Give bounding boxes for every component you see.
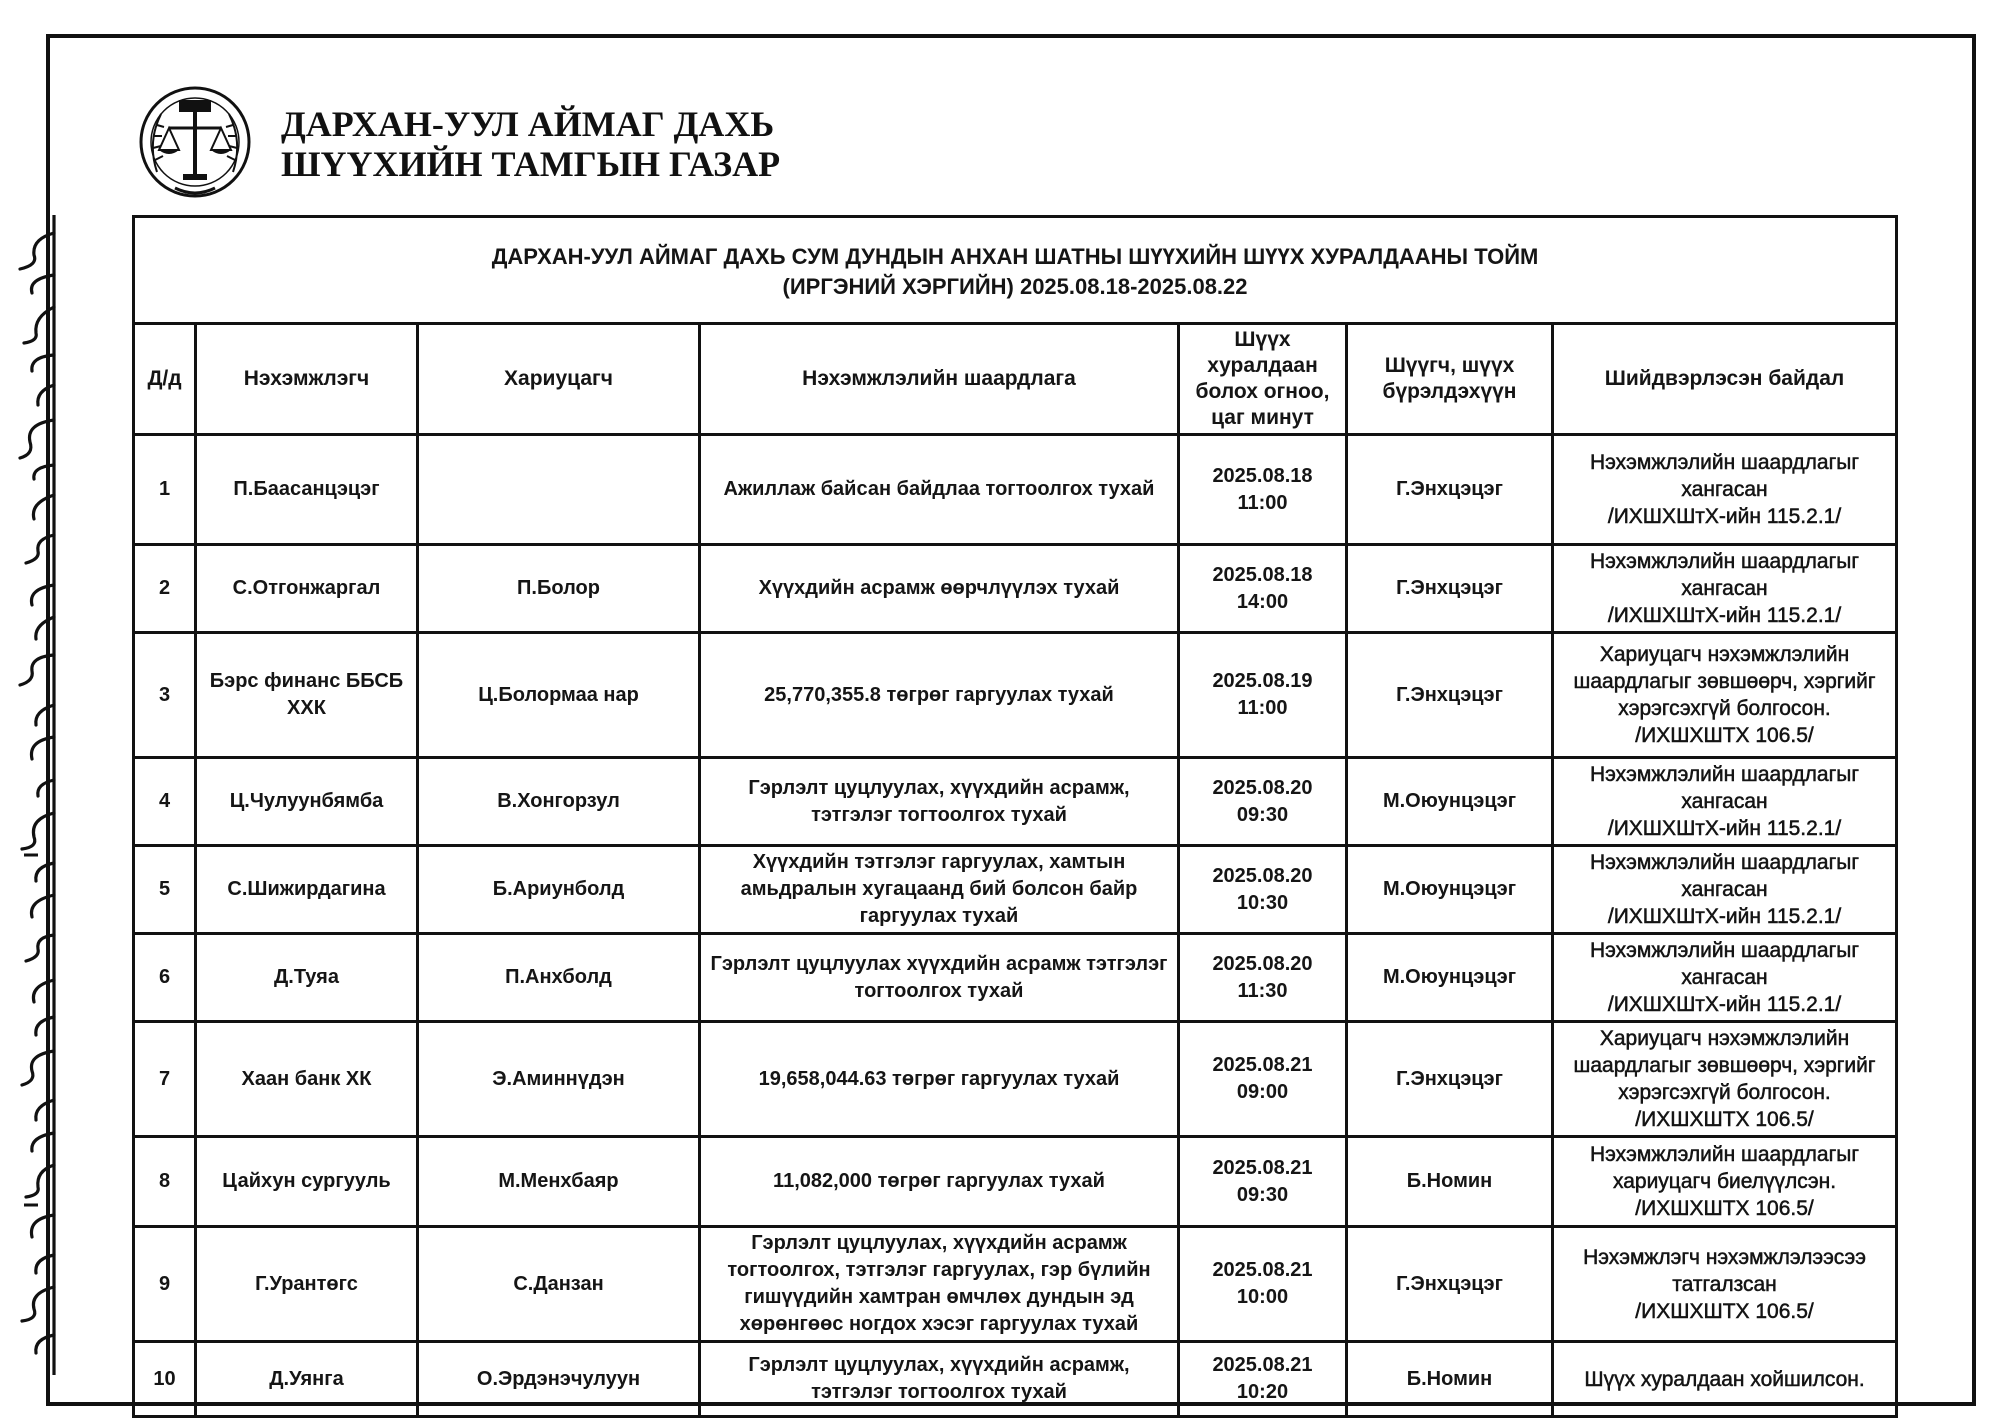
defendant-cell — [418, 435, 700, 545]
claim-cell: 11,082,000 төгрөг гаргуулах тухай — [700, 1137, 1179, 1227]
defendant-cell: П.Болор — [418, 545, 700, 633]
claim-cell: Гэрлэлт цуцлуулах, хүүхдийн асрамж тогтоолгох, тэтгэлэг гаргуулах, гэр бүлийн гишүүдийн хамтран өмчлөх дундын эд хөрөнгөөс ногдох хэсэг гаргуулах тухай — [700, 1227, 1179, 1342]
defendant-cell: Б.Ариунболд — [418, 846, 700, 934]
row-number: 10 — [134, 1342, 196, 1417]
mongolian-script-banner — [4, 215, 84, 1375]
table-row — [134, 934, 1897, 1022]
row-number: 7 — [134, 1022, 196, 1137]
hearing-datetime-cell — [1179, 934, 1347, 1022]
court-emblem-icon — [135, 80, 255, 205]
row-number: 4 — [134, 758, 196, 846]
plaintiff-cell: П.Баасанцэцэг — [196, 435, 418, 545]
hearing-date: 2025.08.20 — [1212, 952, 1313, 975]
judge-cell: Г.Энхцэцэг — [1347, 633, 1553, 758]
plaintiff-cell: Хаан банк ХК — [196, 1022, 418, 1137]
ruling-line: Хариуцагч нэхэмжлэлийн — [1599, 1027, 1850, 1050]
judge-cell: М.Оюунцэцэг — [1347, 934, 1553, 1022]
claim-cell: Гэрлэлт цуцлуулах хүүхдийн асрамж тэтгэлэг тогтоолгох тухай — [700, 934, 1179, 1022]
claim-cell: Хүүхдийн асрамж өөрчлүүлэх тухай — [700, 545, 1179, 633]
ruling-line: /ИХШХШТХ 106.5/ — [1635, 1299, 1814, 1323]
hearing-date: 2025.08.20 — [1212, 864, 1313, 887]
table-row — [134, 846, 1897, 934]
ruling-cell — [1553, 846, 1897, 934]
claim-cell: 19,658,044.63 төгрөг гаргуулах тухай — [700, 1022, 1179, 1137]
defendant-cell: С.Данзан — [418, 1227, 700, 1342]
hearing-time: 11:30 — [1237, 979, 1288, 1002]
claim-cell: Гэрлэлт цуцлуулах, хүүхдийн асрамж, тэтгэлэг тогтоолгох тухай — [700, 758, 1179, 846]
ruling-line: /ИХШХШТХ 106.5/ — [1635, 724, 1814, 747]
ruling-line: Шүүх хуралдаан хойшилсон. — [1584, 1367, 1865, 1391]
ruling-line: /ИХШХШтХ-ийн 115.2.1/ — [1607, 817, 1842, 840]
ruling-line: шаардлагыг зөвшөөрч, хэргийг — [1573, 1054, 1876, 1077]
plaintiff-cell: Д.Туяа — [196, 934, 418, 1022]
hearing-time: 10:00 — [1236, 1286, 1289, 1308]
plaintiff-cell: С.Шижирдагина — [196, 846, 418, 934]
document-header — [135, 70, 935, 210]
claim-cell: Хүүхдийн тэтгэлэг гаргуулах, хамтын амьдралын хугацаанд бий болсон байр гаргуулах тухай — [700, 846, 1179, 934]
ruling-cell — [1553, 758, 1897, 846]
column-header-claim: Нэхэмжлэлийн шаардлага — [700, 324, 1179, 435]
row-number: 3 — [134, 633, 196, 758]
report-title-line2: (ИРГЭНИЙ ХЭРГИЙН) 2025.08.18-2025.08.22 — [782, 274, 1248, 299]
judge-cell: Г.Энхцэцэг — [1347, 1022, 1553, 1137]
table-row — [134, 1137, 1897, 1227]
row-number: 1 — [134, 435, 196, 545]
ruling-cell — [1553, 545, 1897, 633]
hearing-date: 2025.08.19 — [1212, 670, 1313, 692]
ruling-line: хангасан — [1681, 966, 1768, 989]
ruling-cell — [1553, 633, 1897, 758]
organization-name — [281, 104, 780, 184]
hearing-time: 14:00 — [1236, 590, 1289, 613]
plaintiff-cell: Цайхун сургууль — [196, 1137, 418, 1227]
ruling-cell — [1553, 1137, 1897, 1227]
report-title-line1: ДАРХАН-УУЛ АЙМАГ ДАХЬ СУМ ДУНДЫН АНХАН ШАТНЫ ШҮҮХИЙН ШҮҮХ ХУРАЛДААНЫ ТОЙМ — [491, 244, 1539, 269]
hearing-date: 2025.08.18 — [1212, 464, 1313, 487]
plaintiff-cell: Ц.Чулуунбямба — [196, 758, 418, 846]
ruling-line: Хариуцагч нэхэмжлэлийн — [1599, 643, 1850, 666]
table-row — [134, 1342, 1897, 1417]
plaintiff-cell: С.Отгонжаргал — [196, 545, 418, 633]
hearing-date: 2025.08.20 — [1212, 776, 1313, 799]
ruling-line: хангасан — [1681, 878, 1768, 901]
claim-cell: 25,770,355.8 төгрөг гаргуулах тухай — [700, 633, 1179, 758]
judge-cell: Б.Номин — [1347, 1342, 1553, 1417]
hearing-time: 10:30 — [1236, 891, 1289, 914]
ruling-line: /ИХШХШТХ 106.5/ — [1635, 1108, 1814, 1131]
ruling-cell — [1553, 1342, 1897, 1417]
ruling-line: Нэхэмжлэлийн шаардлагыг — [1590, 451, 1860, 474]
judge-cell: Б.Номин — [1347, 1137, 1553, 1227]
hearing-date: 2025.08.21 — [1212, 1259, 1313, 1281]
row-number: 9 — [134, 1227, 196, 1342]
hearing-datetime-cell — [1179, 1342, 1347, 1417]
ruling-line: хэрэгсэхгүй болгосон. — [1618, 697, 1831, 720]
table-row — [134, 1227, 1897, 1342]
plaintiff-cell: Д.Уянга — [196, 1342, 418, 1417]
defendant-cell: В.Хонгорзул — [418, 758, 700, 846]
hearing-datetime-cell — [1179, 1137, 1347, 1227]
hearing-schedule-table — [132, 215, 1898, 1418]
ruling-line: хэрэгсэхгүй болгосон. — [1618, 1081, 1831, 1104]
ruling-cell — [1553, 1227, 1897, 1342]
ruling-line: /ИХШХШтХ-ийн 115.2.1/ — [1607, 604, 1842, 627]
ruling-line: хангасан — [1681, 790, 1768, 813]
ruling-line: Нэхэмжлэлийн шаардлагыг — [1590, 763, 1860, 786]
hearing-datetime-cell — [1179, 1022, 1347, 1137]
table-header-row — [134, 324, 1897, 435]
table-row — [134, 758, 1897, 846]
table-body — [134, 435, 1897, 1417]
ruling-line: Нэхэмжлэлийн шаардлагыг — [1590, 550, 1860, 573]
ruling-line: /ИХШХШТХ 106.5/ — [1635, 1197, 1814, 1220]
ruling-line: хангасан — [1681, 478, 1768, 501]
column-header-plaintiff: Нэхэмжлэгч — [196, 324, 418, 435]
hearing-time: 09:00 — [1236, 1081, 1289, 1103]
column-header-defendant: Хариуцагч — [418, 324, 700, 435]
ruling-cell — [1553, 934, 1897, 1022]
hearing-date: 2025.08.21 — [1212, 1354, 1313, 1376]
judge-cell: Г.Энхцэцэг — [1347, 545, 1553, 633]
judge-cell: Г.Энхцэцэг — [1347, 1227, 1553, 1342]
hearing-time: 11:00 — [1237, 697, 1288, 719]
ruling-line: хангасан — [1681, 577, 1768, 600]
table-row — [134, 545, 1897, 633]
row-number: 8 — [134, 1137, 196, 1227]
hearing-datetime-cell — [1179, 758, 1347, 846]
hearing-date: 2025.08.21 — [1212, 1156, 1313, 1179]
table-title-row — [134, 217, 1897, 324]
judge-cell: М.Оюунцэцэг — [1347, 846, 1553, 934]
ruling-line: /ИХШХШтХ-ийн 115.2.1/ — [1607, 905, 1842, 928]
column-header-judge: Шүүгч, шүүх бүрэлдэхүүн — [1347, 324, 1553, 435]
judge-cell: М.Оюунцэцэг — [1347, 758, 1553, 846]
ruling-line: Нэхэмжлэлийн шаардлагыг — [1590, 939, 1860, 962]
ruling-line: /ИХШХШтХ-ийн 115.2.1/ — [1607, 505, 1842, 528]
hearing-time: 10:20 — [1236, 1381, 1289, 1403]
defendant-cell: О.Эрдэнэчулуун — [418, 1342, 700, 1417]
judge-cell: Г.Энхцэцэг — [1347, 435, 1553, 545]
table-row — [134, 1022, 1897, 1137]
ruling-line: Нэхэмжлэлийн шаардлагыг — [1590, 1143, 1860, 1166]
defendant-cell: Ц.Болормаа нар — [418, 633, 700, 758]
ruling-cell — [1553, 435, 1897, 545]
claim-cell: Гэрлэлт цуцлуулах, хүүхдийн асрамж, тэтгэлэг тогтоолгох тухай — [700, 1342, 1179, 1417]
row-number: 2 — [134, 545, 196, 633]
hearing-date: 2025.08.18 — [1212, 563, 1313, 586]
hearing-datetime-cell — [1179, 633, 1347, 758]
organization-name-line2: ШҮҮХИЙН ТАМГЫН ГАЗАР — [281, 144, 781, 184]
defendant-cell: Э.Аминнүдэн — [418, 1022, 700, 1137]
table-row — [134, 435, 1897, 545]
hearing-datetime-cell — [1179, 435, 1347, 545]
hearing-time: 09:30 — [1236, 803, 1289, 826]
column-header-datetime: Шүүх хуралдаан болох огноо, цаг минут — [1179, 324, 1347, 435]
organization-name-line1: ДАРХАН-УУЛ АЙМАГ ДАХЬ — [281, 104, 775, 144]
hearing-time: 11:00 — [1237, 491, 1288, 514]
table-row — [134, 633, 1897, 758]
ruling-line: татгалзсан — [1672, 1272, 1777, 1296]
ruling-line: /ИХШХШтХ-ийн 115.2.1/ — [1607, 993, 1842, 1016]
ruling-cell — [1553, 1022, 1897, 1137]
defendant-cell: П.Анхболд — [418, 934, 700, 1022]
hearing-time: 09:30 — [1236, 1183, 1289, 1206]
ruling-line: шаардлагыг зөвшөөрч, хэргийг — [1573, 670, 1876, 693]
ruling-line: Нэхэмжлэлийн шаардлагыг — [1590, 851, 1860, 874]
ruling-line: Нэхэмжлэгч нэхэмжлэлээсээ — [1583, 1245, 1866, 1269]
defendant-cell: М.Менхбаяр — [418, 1137, 700, 1227]
plaintiff-cell: Бэрс финанс ББСБ ХХК — [196, 633, 418, 758]
column-header-ruling: Шийдвэрлэсэн байдал — [1553, 324, 1897, 435]
column-header-num: Д/д — [134, 324, 196, 435]
report-title — [134, 217, 1897, 324]
row-number: 5 — [134, 846, 196, 934]
hearing-datetime-cell — [1179, 1227, 1347, 1342]
claim-cell: Ажиллаж байсан байдлаа тогтоолгох тухай — [700, 435, 1179, 545]
ruling-line: хариуцагч биелүүлсэн. — [1612, 1170, 1837, 1193]
hearing-datetime-cell — [1179, 846, 1347, 934]
plaintiff-cell: Г.Урантөгс — [196, 1227, 418, 1342]
hearing-datetime-cell — [1179, 545, 1347, 633]
hearing-date: 2025.08.21 — [1212, 1054, 1313, 1076]
row-number: 6 — [134, 934, 196, 1022]
